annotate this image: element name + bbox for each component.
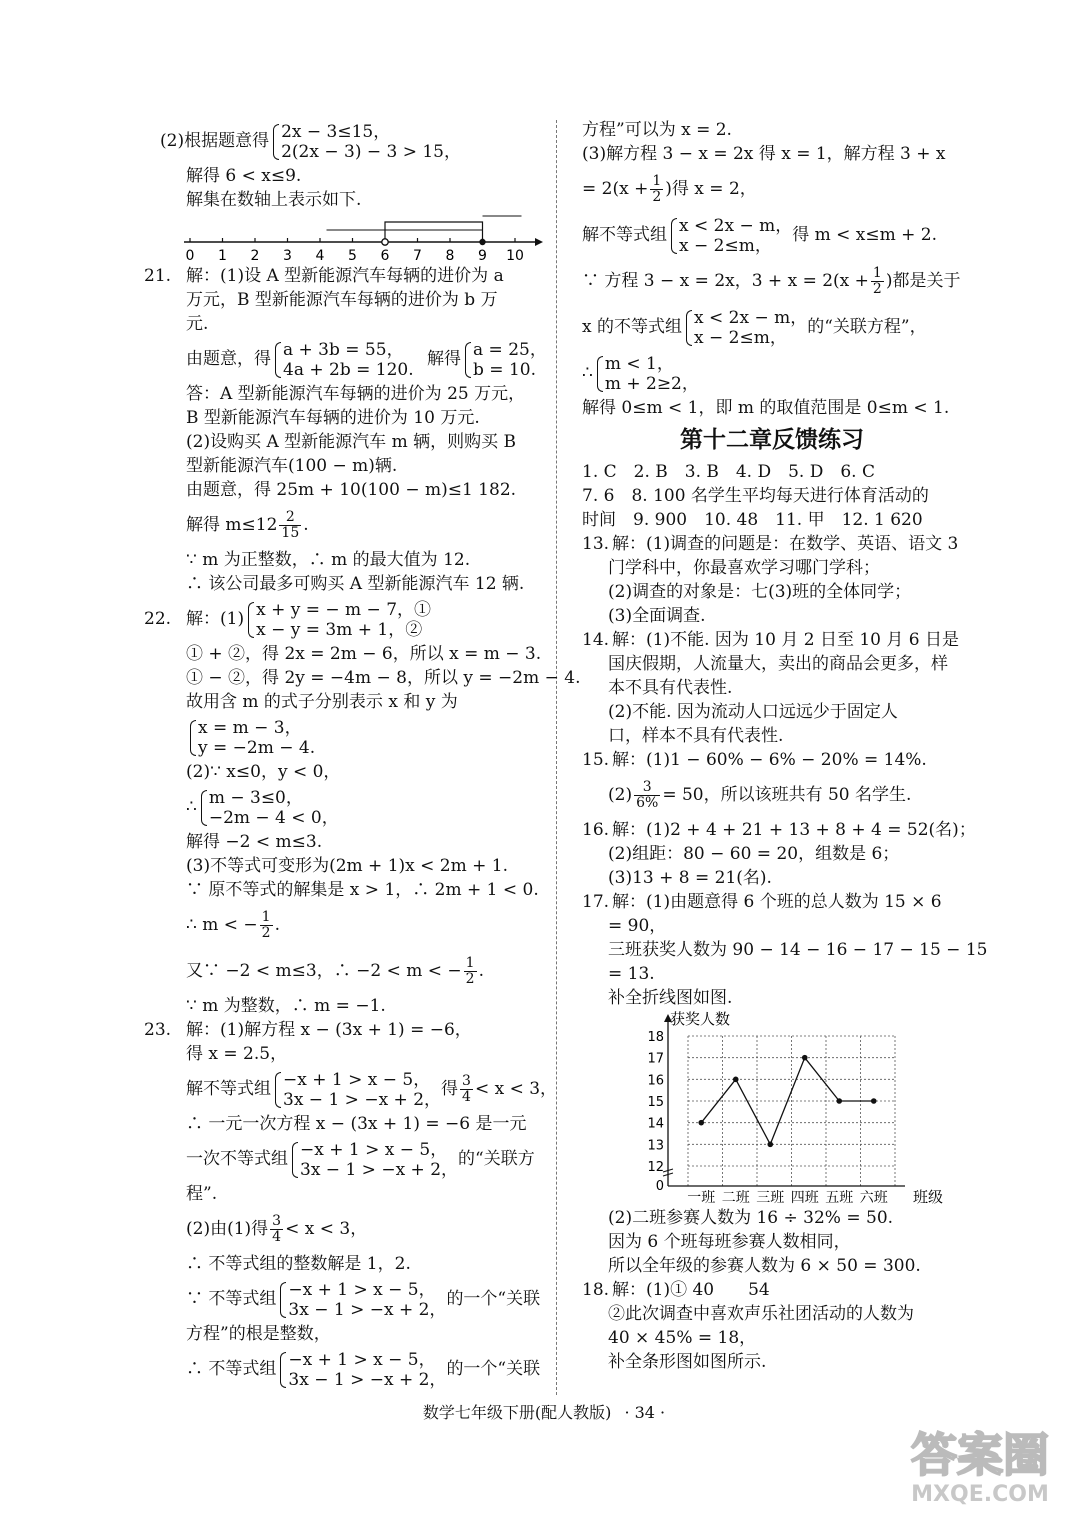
r6-pre: x 的不等式组	[582, 317, 682, 337]
data-point	[802, 1055, 808, 1061]
q17-text-1: 解：(1)由题意得 6 个班的总人数为 15 × 6	[612, 892, 942, 912]
q17-line-4: = 13.	[608, 964, 655, 984]
q23-ineq2-1: −x + 1 > x − 5，	[300, 1139, 448, 1160]
q21-sol-pre: 解得	[427, 349, 462, 369]
footer-book-title: 数学七年级下册(配人教版)	[422, 1403, 612, 1422]
q21-frac-num: 2	[279, 510, 301, 526]
y-tick-label: 14	[647, 1116, 664, 1132]
q17-line-2: = 90，	[608, 916, 667, 936]
chart-axes	[663, 1014, 905, 1186]
q23-line-2: 得 x = 2.5，	[186, 1044, 288, 1064]
q14-line-5: 口，样本不具有代表性.	[608, 726, 784, 746]
r4-sys-1: x < 2x − m，	[679, 215, 793, 236]
answers-line-3: 时间 9. 900 10. 48 11. 甲 12. 1 620	[582, 510, 923, 530]
q14-line-4: (2)不能. 因为流动人口远远少于固定人	[608, 702, 898, 722]
q13-text-1: 解：(1)调查的问题是：在数学、英语、语文 3	[612, 534, 959, 554]
q18-line-3: 40 × 45% = 18，	[608, 1328, 757, 1348]
r3-frac-num: 1	[652, 173, 662, 189]
q22-line-3: 故用含 m 的式子分别表示 x 和 y 为	[186, 692, 458, 712]
q23-number: 23.	[144, 1020, 172, 1040]
r5-frac-num: 1	[872, 265, 882, 281]
number-line-tick-label: 2	[250, 248, 260, 264]
chart-xlabel: 班级	[913, 1188, 944, 1206]
q21-line-2: 万元，B 型新能源汽车每辆的进价为 b 万	[186, 290, 498, 310]
q14-line-3: 本不具有代表性.	[608, 678, 733, 698]
q21-system-line	[160, 336, 545, 382]
q17-line-8: 所以全年级的参赛人数为 6 × 50 = 300.	[608, 1256, 921, 1276]
q23-line-1	[144, 1018, 545, 1042]
r-line-1: 方程”可以为 x = 2.	[582, 120, 732, 140]
q23-fraction-2	[270, 1214, 283, 1245]
r-line-7	[582, 350, 962, 396]
q17-line-5: 补全折线图如图.	[608, 988, 733, 1008]
q21-line-4: 答：A 型新能源汽车每辆的进价为 25 万元，	[186, 384, 526, 404]
chart-grid	[688, 1036, 895, 1186]
q23-frac2-den: 4	[272, 1229, 282, 1245]
y-tick-label: 16	[647, 1073, 664, 1089]
q22-system3	[199, 788, 339, 828]
q23-line-10	[160, 1346, 545, 1392]
q23-l10-post: 的一个“关联	[446, 1359, 541, 1379]
q17-number: 17.	[582, 892, 610, 912]
q18-line-1	[582, 1278, 962, 1302]
q23-fraction	[460, 1074, 473, 1105]
q17-line-3: 三班获奖人数为 90 − 14 − 16 − 17 − 15 − 15	[608, 940, 988, 960]
x-tick-label: 二班	[721, 1190, 750, 1206]
r4-sys-2: x − 2≤m，	[679, 235, 772, 256]
q22-line-5: 解得 −2 < m≤3.	[186, 832, 323, 852]
q22-line-6: (3)不等式可变形为(2m + 1)x < 2m + 1.	[186, 856, 508, 876]
q21-line-7: 型新能源汽车(100 − m)辆.	[186, 456, 398, 476]
q14-line-2: 国庆假期，人流量大，卖出的商品会更多，样	[608, 654, 948, 674]
q22-fraction-1	[260, 910, 273, 941]
y-tick-label-zero: 0	[655, 1179, 664, 1194]
q23-ineq4-1: −x + 1 > x − 5，	[288, 1349, 436, 1370]
q15-frac-num: 3	[634, 780, 660, 796]
q22-l8-pre: ∴ m < −	[186, 915, 258, 935]
q22-sys3-2: −2m − 4 < 0，	[208, 807, 339, 828]
q21-sol-2: b = 10.	[473, 359, 536, 380]
q16-number: 16.	[582, 820, 610, 840]
q15-line-2	[582, 772, 962, 818]
number-line	[160, 212, 545, 264]
q14-number: 14.	[582, 630, 610, 650]
q22-system2-line	[160, 714, 545, 760]
number-line-tick-label: 5	[348, 248, 357, 264]
number-line-group	[184, 216, 543, 264]
q16-text-1: 解：(1)2 + 4 + 21 + 13 + 8 + 4 = 52(名)；	[612, 820, 976, 840]
q22-pre: 解：(1)	[186, 609, 245, 629]
q23-l6-post: < x < 3，	[285, 1219, 368, 1239]
q21-l9-pre: 解得 m≤12	[186, 515, 278, 535]
r7-sys-1: m < 1，	[604, 353, 674, 374]
q17-line-6: (2)二班参赛人数为 16 ÷ 32% = 50.	[608, 1208, 894, 1228]
q22-line-10: ∵ m 为整数，∴ m = −1.	[186, 996, 386, 1016]
r5-fraction	[871, 266, 884, 297]
x-tick-label: 六班	[859, 1190, 888, 1206]
q20-sys-1: 2x − 3≤15，	[281, 121, 391, 142]
q21-sys-pre: 由题意，得	[186, 349, 271, 369]
q22-frac1-num: 1	[261, 909, 271, 925]
q20-sys-2: 2(2x − 3) − 3 > 15，	[281, 141, 461, 162]
q21-line-5: B 型新能源汽车每辆的进价为 10 万元.	[186, 408, 480, 428]
r6-sys-1: x < 2x − m，	[694, 307, 808, 328]
q22-sys3-1: m − 3≤0，	[208, 787, 303, 808]
q23-l6-pre: (2)由(1)得	[186, 1219, 269, 1239]
number-line-tick-label: 3	[283, 248, 292, 264]
q16-line-3: (3)13 + 8 = 21(名).	[608, 868, 772, 888]
number-line-arrow-icon	[535, 238, 543, 246]
q23-ineq4-2: 3x − 1 > −x + 2，	[288, 1369, 447, 1390]
data-point	[733, 1077, 739, 1083]
q22-l9-pre: 又∵ −2 < m≤3，∴ −2 < m < −	[186, 961, 462, 981]
q21-system	[273, 340, 414, 380]
q21-sys-2: 4a + 2b = 120.	[283, 359, 414, 380]
q15-l2-post: = 50，所以该班共有 50 名学生.	[662, 785, 912, 805]
r-line-6	[582, 304, 962, 350]
data-point	[871, 1098, 877, 1104]
q20-system	[271, 122, 461, 162]
r6-sys-2: x − 2≤m，	[694, 327, 787, 348]
q23-ineq-system-2	[290, 1140, 458, 1180]
y-tick-label: 13	[647, 1138, 664, 1154]
q23-ineq-system-3	[278, 1280, 446, 1320]
x-tick-label: 四班	[790, 1190, 819, 1206]
r3-fraction	[650, 174, 663, 205]
r-line-3	[582, 166, 962, 212]
q21-line-10: ∵ m 为正整数，∴ m 的最大值为 12.	[186, 550, 471, 570]
q22-line-9	[160, 948, 545, 994]
q23-l10-pre: ∴ 不等式组	[186, 1359, 277, 1379]
x-tick-label: 三班	[756, 1190, 785, 1206]
r5-frac-den: 2	[872, 281, 882, 297]
r7-sys-2: m + 2≥2，	[604, 373, 699, 394]
q22-l8-post: .	[274, 915, 280, 935]
y-tick-label: 17	[647, 1051, 664, 1067]
q21-sys-1: a + 3b = 55，	[283, 339, 404, 360]
number-line-tick-label: 6	[380, 248, 390, 264]
data-point	[836, 1098, 842, 1104]
q23-ineq-mid: 得	[441, 1079, 459, 1099]
number-line-tick-label: 4	[315, 248, 325, 264]
y-tick-label: 15	[647, 1095, 664, 1110]
award-line-chart	[610, 1010, 970, 1206]
q22-sys-1: x + y = − m − 7，①	[256, 599, 432, 620]
y-tick-label: 12	[647, 1160, 664, 1175]
chart-ylabel: 获奖人数	[670, 1010, 731, 1028]
r4-system	[669, 216, 792, 256]
q21-line-1	[144, 264, 545, 288]
q21-l9-post: .	[303, 515, 309, 535]
q23-l8-pre: ∵ 不等式组	[186, 1289, 277, 1309]
q23-l4-post: 的“关联方	[458, 1149, 535, 1169]
y-tick-label: 18	[647, 1030, 664, 1045]
q23-line-4	[160, 1136, 545, 1182]
q22-system2	[188, 718, 315, 758]
q20-numline-text: 解集在数轴上表示如下.	[186, 190, 362, 210]
q22-line-7: ∵ 原不等式的解集是 x > 1，∴ 2m + 1 < 0.	[186, 880, 539, 900]
q23-frac-num: 3	[462, 1073, 471, 1089]
q22-system-line	[144, 596, 545, 642]
q23-line-3: ∴ 一元一次方程 x − (3x + 1) = −6 是一元	[186, 1114, 527, 1134]
q23-ineq-post: < x < 3，	[474, 1079, 558, 1099]
q18-line-2: ②此次调查中喜欢声乐社团活动的人数为	[608, 1304, 914, 1324]
r-line-8: 解得 0≤m < 1，即 m 的取值范围是 0≤m < 1.	[582, 398, 950, 418]
q22-number: 22.	[144, 609, 172, 629]
number-line-tick-label: 0	[185, 248, 195, 264]
q23-ineq-line	[160, 1066, 558, 1112]
watermark-logo	[898, 1421, 1063, 1506]
q22-sys2-2: y = −2m − 4.	[198, 737, 316, 758]
r3-frac-den: 2	[652, 189, 662, 205]
q14-text-1: 解：(1)不能. 因为 10 月 2 日至 10 月 6 日是	[612, 630, 960, 650]
q20-label: (2)根据题意得	[160, 131, 270, 151]
answers-line-2: 7. 6 8. 100 名学生平均每天进行体育活动的	[582, 486, 929, 506]
q22-sys-2: x − y = 3m + 1，②	[256, 619, 423, 640]
q21-sol-1: a = 25，	[473, 339, 547, 360]
x-tick-label: 五班	[825, 1190, 854, 1206]
q17-line-1	[582, 890, 962, 914]
q23-ineq-system-4	[278, 1350, 446, 1390]
q23-line-7: ∴ 不等式组的整数解是 1，2.	[186, 1254, 411, 1274]
r-line-2: (3)解方程 3 − x = 2x 得 x = 1，解方程 3 + x	[582, 144, 946, 164]
q13-line-4: (3)全面调查.	[608, 606, 706, 626]
number-line-tick-label: 7	[413, 248, 422, 264]
q22-fraction-2	[464, 956, 477, 987]
q22-sys2-1: x = m − 3，	[198, 717, 302, 738]
r7-system	[595, 354, 699, 394]
data-point	[767, 1142, 773, 1148]
q23-text-1: 解：(1)解方程 x − (3x + 1) = −6，	[186, 1020, 472, 1040]
q20-part2	[160, 118, 545, 164]
q22-line-1: ① + ②，得 2x = 2m − 6，所以 x = m − 3.	[186, 644, 542, 664]
q21-line-6: (2)设购买 A 型新能源汽车 m 辆，则购买 B	[186, 432, 516, 452]
q22-system3-line	[160, 784, 545, 830]
r-line-4	[582, 212, 962, 258]
number-line-tick-label: 10	[506, 248, 524, 264]
q22-l9-post: .	[478, 961, 484, 981]
number-line-tick-label: 1	[218, 248, 227, 264]
answers-line-1: 1. C 2. B 3. B 4. D 5. D 6. C	[582, 462, 876, 482]
q23-line-9: 方程”的根是整数，	[186, 1324, 331, 1344]
q15-l2-pre: (2)	[608, 785, 633, 805]
q23-ineq-system	[273, 1070, 441, 1110]
q15-fraction	[634, 780, 660, 811]
q22-sys3-pre: ∴	[186, 797, 197, 817]
page-footer	[0, 1400, 1088, 1423]
q21-text-1: 解：(1)设 A 型新能源汽车每辆的进价为 a	[186, 266, 504, 286]
left-column	[144, 118, 581, 1392]
right-column	[582, 118, 988, 1374]
q23-l8-post: 的一个“关联	[446, 1289, 541, 1309]
q21-solution	[463, 340, 547, 380]
q13-line-2: 门学科中，你最喜欢学习哪门学科；	[608, 558, 880, 578]
q22-frac1-den: 2	[261, 925, 271, 941]
q13-number: 13.	[582, 534, 610, 554]
q21-fraction	[279, 510, 301, 541]
q23-ineq2-2: 3x − 1 > −x + 2，	[300, 1159, 459, 1180]
q17-line-7: 因为 6 个班每班参赛人数相同，	[608, 1232, 851, 1252]
q15-number: 15.	[582, 750, 610, 770]
q13-line-1	[582, 532, 962, 556]
q23-line-5: 程”.	[186, 1184, 218, 1204]
page-number: · 34 ·	[624, 1403, 666, 1422]
r5-post: )都是关于	[885, 271, 961, 291]
q23-ineq-2: 3x − 1 > −x + 2，	[283, 1089, 442, 1110]
q18-line-4: 补全条形图如图所示.	[608, 1352, 767, 1372]
chart-ticks	[647, 1030, 887, 1206]
q23-frac-den: 4	[462, 1089, 471, 1105]
q22-frac2-den: 2	[465, 971, 475, 987]
data-point	[698, 1120, 704, 1126]
q20-solution: 解得 6 < x≤9.	[186, 166, 302, 186]
q23-line-8	[160, 1276, 545, 1322]
column-divider	[556, 120, 557, 1395]
watermark-url: MXQE.COM	[911, 1482, 1049, 1506]
r5-pre: ∵ 方程 3 − x = 2x，3 + x = 2(x +	[582, 271, 869, 291]
r3-pre: = 2(x +	[582, 179, 649, 199]
r7-pre: ∴	[582, 363, 593, 383]
chapter-title: 第十二章反馈练习	[680, 427, 864, 453]
q22-line-2: ① − ②，得 2y = −4m − 8，所以 y = −2m − 4.	[186, 668, 581, 688]
q23-ineq3-1: −x + 1 > x − 5，	[288, 1279, 436, 1300]
q13-line-3: (2)调查的对象是：七(3)班的全体同学；	[608, 582, 912, 602]
q21-line-11: ∴ 该公司最多可购买 A 型新能源汽车 12 辆.	[186, 574, 525, 594]
q22-line-8	[160, 902, 545, 948]
q22-line-4: (2)∵ x≤0，y < 0，	[186, 762, 341, 782]
q18-text-1: 解：(1)① 40 54	[612, 1280, 770, 1300]
q14-line-1	[582, 628, 962, 652]
q15-text-1: 解：(1)1 − 60% − 6% − 20% = 14%.	[612, 750, 927, 770]
r3-post: )得 x = 2，	[665, 179, 757, 199]
r4-post: 得 m < x≤m + 2.	[792, 225, 938, 245]
watermark-text: 答案圈	[911, 1428, 1049, 1482]
q23-line-6	[160, 1206, 545, 1252]
r6-post: 的“关联方程”，	[807, 317, 927, 337]
q23-frac2-num: 3	[272, 1213, 282, 1229]
closed-point-9	[479, 239, 485, 245]
q21-frac-den: 15	[281, 525, 300, 541]
q23-ineq-1: −x + 1 > x − 5，	[283, 1069, 431, 1090]
q22-system	[246, 600, 431, 640]
q15-frac-den: 6%	[636, 795, 659, 811]
open-point-6	[382, 239, 388, 245]
q23-l4-pre: 一次不等式组	[186, 1149, 288, 1169]
number-line-tick-label: 8	[445, 248, 455, 264]
q23-ineq-pre: 解不等式组	[186, 1079, 271, 1099]
r-line-5	[582, 258, 962, 304]
r4-pre: 解不等式组	[582, 225, 667, 245]
q16-line-1	[582, 818, 976, 842]
q22-frac2-num: 1	[465, 955, 475, 971]
q18-number: 18.	[582, 1280, 610, 1300]
q21-number: 21.	[144, 266, 172, 286]
q23-ineq3-2: 3x − 1 > −x + 2，	[288, 1299, 447, 1320]
q21-line-3: 元.	[186, 314, 209, 334]
number-line-tick-label: 9	[478, 248, 487, 264]
q16-line-2: (2)组距：80 − 60 = 20，组数是 6；	[608, 844, 900, 864]
solution-bracket	[385, 222, 483, 242]
series-line	[701, 1058, 874, 1145]
q15-line-1	[582, 748, 962, 772]
q21-line-9	[160, 502, 545, 548]
q21-line-8: 由题意，得 25m + 10(100 − m)≤1 182.	[186, 480, 517, 500]
x-tick-label: 一班	[687, 1190, 716, 1206]
r6-system	[684, 308, 807, 348]
